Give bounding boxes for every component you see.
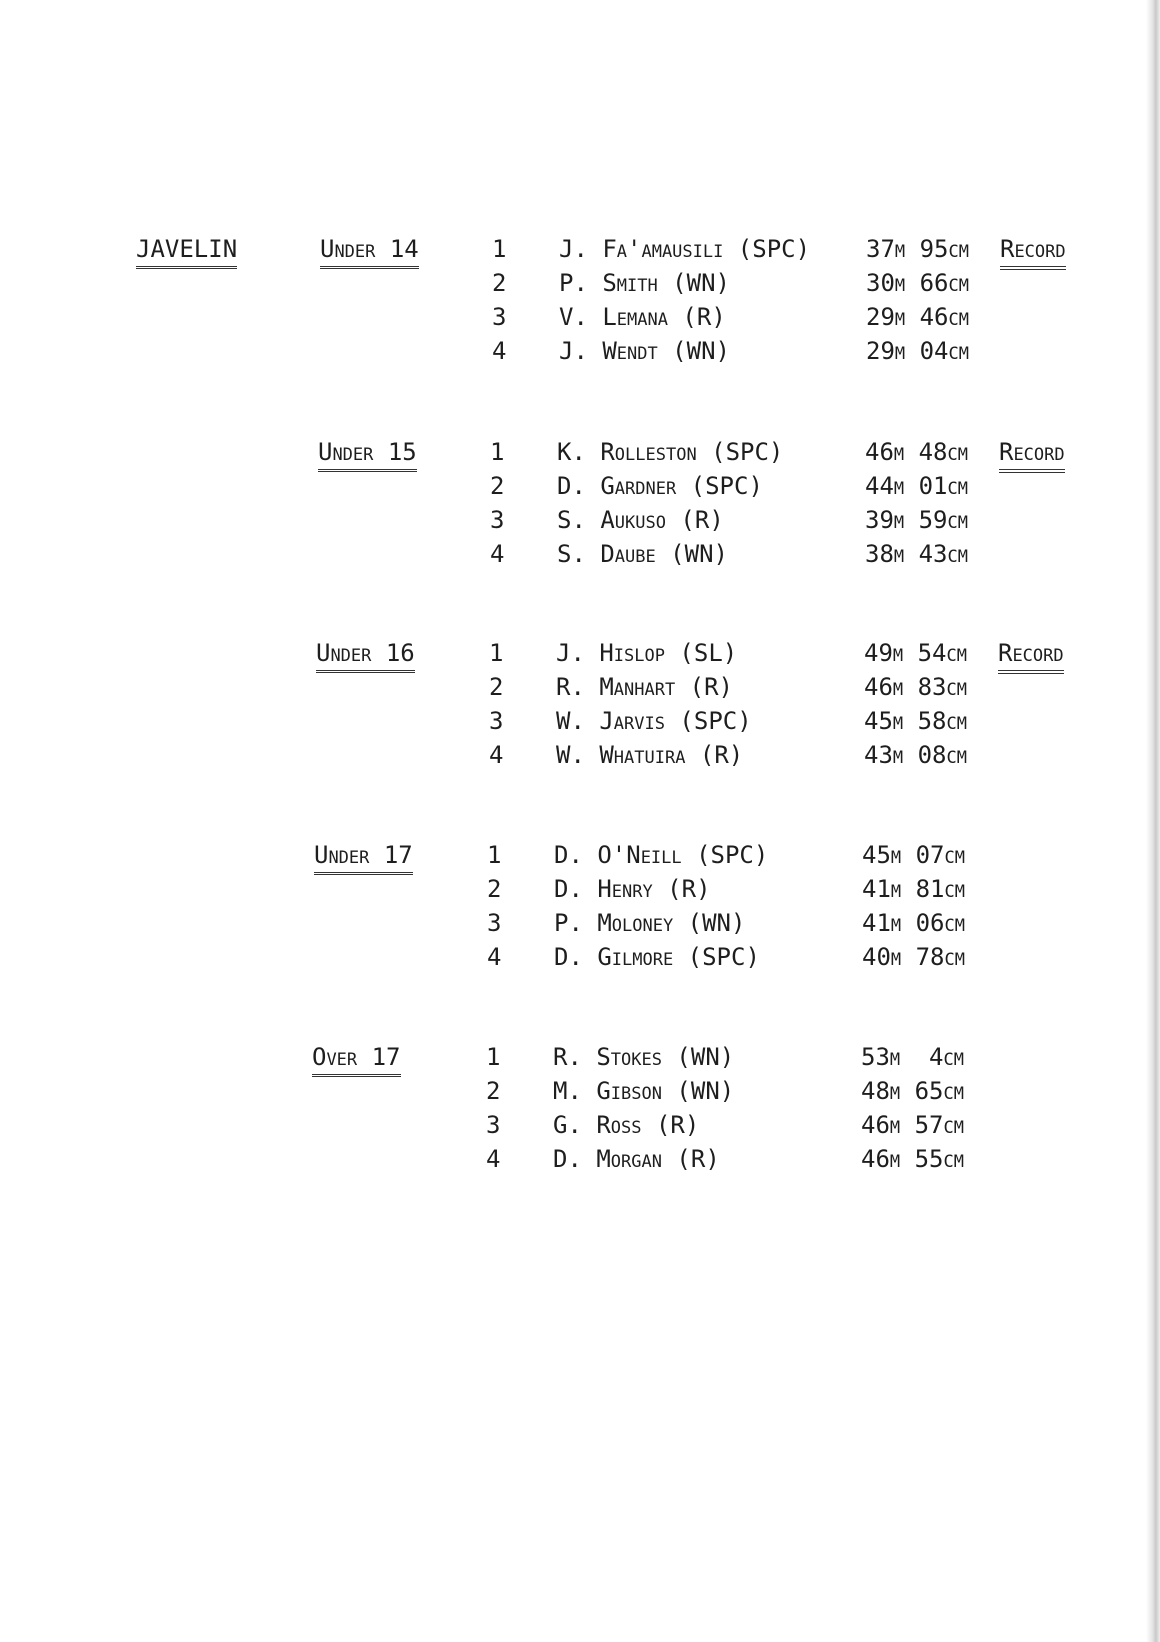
athlete-name: G. Ross (R) [553, 1111, 700, 1139]
result-row [0, 838, 1160, 873]
athlete-name: D. Gardner (SPC) [557, 472, 763, 500]
result-row [0, 1040, 1160, 1075]
throw-distance: 30m 66cm [866, 269, 969, 297]
age-group-label: Under 16 [316, 636, 415, 673]
placing: 1 [489, 639, 504, 667]
result-row [0, 334, 1160, 369]
result-row [0, 940, 1160, 975]
age-group-label: Over 17 [312, 1040, 401, 1077]
result-row [0, 537, 1160, 572]
result-row [0, 469, 1160, 504]
placing: 2 [486, 1077, 501, 1105]
placing: 3 [486, 1111, 501, 1139]
throw-distance: 44m 01cm [865, 472, 968, 500]
result-group [0, 435, 1160, 575]
throw-distance: 29m 04cm [866, 337, 969, 365]
athlete-name: P. Smith (WN) [559, 269, 730, 297]
throw-distance: 40m 78cm [862, 943, 965, 971]
record-mark: Record [999, 435, 1065, 473]
athlete-name: S. Daube (WN) [557, 540, 728, 568]
result-row [0, 1108, 1160, 1143]
age-group-label: Under 17 [314, 838, 413, 875]
result-row [0, 872, 1160, 907]
age-group-label: Under 14 [320, 232, 419, 269]
throw-distance: 43m 08cm [864, 741, 967, 769]
result-group [0, 636, 1160, 776]
athlete-name: J. Hislop (SL) [556, 639, 738, 667]
throw-distance: 45m 07cm [862, 841, 965, 869]
throw-distance: 48m 65cm [861, 1077, 964, 1105]
result-row [0, 266, 1160, 301]
athlete-name: D. Henry (R) [554, 875, 711, 903]
record-mark: Record [1000, 232, 1066, 270]
athlete-name: M. Gibson (WN) [553, 1077, 735, 1105]
placing: 1 [487, 841, 502, 869]
throw-distance: 41m 81cm [862, 875, 965, 903]
result-group [0, 1040, 1160, 1180]
athlete-name: R. Manhart (R) [556, 673, 734, 701]
throw-distance: 49m 54cm [864, 639, 967, 667]
throw-distance: 46m 48cm [865, 438, 968, 466]
age-group-label: Under 15 [318, 435, 417, 472]
placing: 4 [490, 540, 505, 568]
athlete-name: W. Whatuira (R) [556, 741, 744, 769]
placing: 1 [492, 235, 507, 263]
athlete-name: K. Rolleston (SPC) [557, 438, 784, 466]
placing: 3 [490, 506, 505, 534]
placing: 4 [487, 943, 502, 971]
result-row [0, 906, 1160, 941]
record-mark: Record [998, 636, 1064, 674]
placing: 4 [492, 337, 507, 365]
result-row [0, 435, 1160, 470]
result-row [0, 300, 1160, 335]
placing: 2 [492, 269, 507, 297]
athlete-name: D. O'Neill (SPC) [554, 841, 769, 869]
athlete-name: V. Lemana (R) [559, 303, 726, 331]
throw-distance: 39m 59cm [865, 506, 968, 534]
throw-distance: 46m 83cm [864, 673, 967, 701]
athlete-name: J. Fa'amausili (SPC) [559, 235, 811, 263]
throw-distance: 46m 55cm [861, 1145, 964, 1173]
event-title: JAVELIN [136, 232, 237, 269]
result-row [0, 1142, 1160, 1177]
athlete-name: D. Morgan (R) [553, 1145, 720, 1173]
placing: 2 [489, 673, 504, 701]
placing: 2 [487, 875, 502, 903]
throw-distance: 41m 06cm [862, 909, 965, 937]
throw-distance: 38m 43cm [865, 540, 968, 568]
athlete-name: W. Jarvis (SPC) [556, 707, 752, 735]
placing: 4 [486, 1145, 501, 1173]
throw-distance: 53m 4cm [861, 1043, 964, 1071]
placing: 3 [489, 707, 504, 735]
athlete-name: R. Stokes (WN) [553, 1043, 735, 1071]
throw-distance: 37m 95cm [866, 235, 969, 263]
result-row [0, 1074, 1160, 1109]
result-group [0, 232, 1160, 372]
result-row [0, 704, 1160, 739]
athlete-name: S. Aukuso (R) [557, 506, 724, 534]
result-row [0, 738, 1160, 773]
throw-distance: 29m 46cm [866, 303, 969, 331]
athlete-name: P. Moloney (WN) [554, 909, 746, 937]
throw-distance: 46m 57cm [861, 1111, 964, 1139]
athlete-name: D. Gilmore (SPC) [554, 943, 760, 971]
result-group [0, 838, 1160, 978]
result-row [0, 232, 1160, 267]
result-row [0, 670, 1160, 705]
placing: 4 [489, 741, 504, 769]
result-row [0, 636, 1160, 671]
placing: 3 [492, 303, 507, 331]
result-row [0, 503, 1160, 538]
throw-distance: 45m 58cm [864, 707, 967, 735]
placing: 3 [487, 909, 502, 937]
placing: 1 [490, 438, 505, 466]
athlete-name: J. Wendt (WN) [559, 337, 730, 365]
placing: 2 [490, 472, 505, 500]
placing: 1 [486, 1043, 501, 1071]
